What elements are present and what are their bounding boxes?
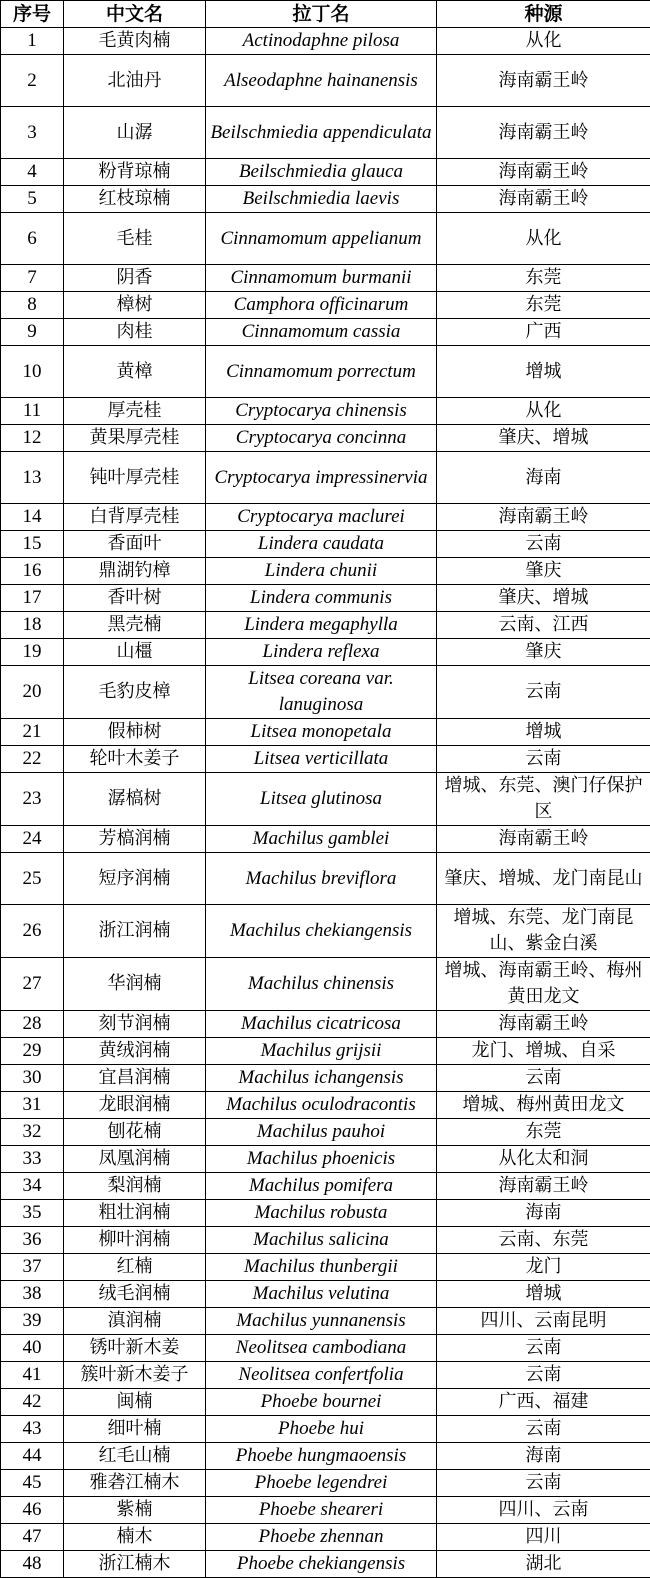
- cell-index: 31: [1, 1092, 64, 1119]
- cell-origin: 四川、云南: [437, 1497, 650, 1524]
- cell-index: 34: [1, 1173, 64, 1200]
- cell-origin: 增城、东莞、澳门仔保护区: [437, 773, 650, 826]
- table-row: [1, 1524, 650, 1551]
- cell-index: 41: [1, 1362, 64, 1389]
- cell-latin-name: Neolitsea cambodiana: [206, 1335, 437, 1362]
- cell-index: 26: [1, 905, 64, 958]
- cell-origin: 广西: [437, 319, 650, 346]
- cell-origin: 肇庆、增城、龙门南昆山: [437, 853, 650, 905]
- table-row: [1, 1389, 650, 1416]
- cell-latin-name: Litsea verticillata: [206, 746, 437, 773]
- table-row: [1, 1362, 650, 1389]
- table-row: [1, 1551, 650, 1578]
- cell-index: 33: [1, 1146, 64, 1173]
- cell-chinese-name: 宜昌润楠: [64, 1065, 206, 1092]
- table-row: [1, 346, 650, 398]
- table-row: [1, 1011, 650, 1038]
- cell-index: 29: [1, 1038, 64, 1065]
- cell-index: 23: [1, 773, 64, 826]
- cell-origin: 海南霸王岭: [437, 504, 650, 531]
- table-row: [1, 666, 650, 719]
- table-row: [1, 452, 650, 504]
- cell-index: 17: [1, 585, 64, 612]
- table-row: [1, 28, 650, 55]
- table-row: [1, 585, 650, 612]
- cell-chinese-name: 滇润楠: [64, 1308, 206, 1335]
- cell-latin-name: Machilus ichangensis: [206, 1065, 437, 1092]
- cell-index: 46: [1, 1497, 64, 1524]
- cell-origin: 从化: [437, 213, 650, 265]
- cell-chinese-name: 鼎湖钓樟: [64, 558, 206, 585]
- cell-latin-name: Machilus thunbergii: [206, 1254, 437, 1281]
- cell-latin-name: Beilschmiedia appendiculata: [206, 107, 437, 159]
- cell-chinese-name: 楠木: [64, 1524, 206, 1551]
- cell-index: 48: [1, 1551, 64, 1578]
- cell-chinese-name: 潺槁树: [64, 773, 206, 826]
- table-row: [1, 1146, 650, 1173]
- table-row: [1, 1092, 650, 1119]
- cell-chinese-name: 黄樟: [64, 346, 206, 398]
- cell-origin: 增城: [437, 346, 650, 398]
- cell-origin: 湖北: [437, 1551, 650, 1578]
- cell-index: 5: [1, 186, 64, 213]
- table-row: [1, 186, 650, 213]
- table-row: [1, 531, 650, 558]
- table-row: [1, 612, 650, 639]
- table-row: [1, 1254, 650, 1281]
- cell-chinese-name: 龙眼润楠: [64, 1092, 206, 1119]
- cell-latin-name: Phoebe bournei: [206, 1389, 437, 1416]
- cell-chinese-name: 毛黄肉楠: [64, 28, 206, 55]
- cell-latin-name: Machilus chinensis: [206, 958, 437, 1011]
- cell-origin: 肇庆: [437, 558, 650, 585]
- table-row: [1, 1497, 650, 1524]
- cell-latin-name: Phoebe legendrei: [206, 1470, 437, 1497]
- cell-origin: 云南: [437, 1335, 650, 1362]
- table-row: [1, 1227, 650, 1254]
- cell-index: 11: [1, 398, 64, 425]
- cell-origin: 龙门、增城、自采: [437, 1038, 650, 1065]
- cell-latin-name: Phoebe zhennan: [206, 1524, 437, 1551]
- cell-latin-name: Cinnamomum appelianum: [206, 213, 437, 265]
- cell-chinese-name: 锈叶新木姜: [64, 1335, 206, 1362]
- cell-latin-name: Beilschmiedia laevis: [206, 186, 437, 213]
- cell-chinese-name: 毛豹皮樟: [64, 666, 206, 719]
- cell-latin-name: Lindera reflexa: [206, 639, 437, 666]
- cell-index: 8: [1, 292, 64, 319]
- table-row: [1, 1065, 650, 1092]
- cell-latin-name: Litsea monopetala: [206, 719, 437, 746]
- cell-chinese-name: 刨花楠: [64, 1119, 206, 1146]
- cell-origin: 海南霸王岭: [437, 186, 650, 213]
- cell-chinese-name: 刻节润楠: [64, 1011, 206, 1038]
- cell-index: 44: [1, 1443, 64, 1470]
- cell-origin: 龙门: [437, 1254, 650, 1281]
- table-row: [1, 1470, 650, 1497]
- cell-latin-name: Machilus phoenicis: [206, 1146, 437, 1173]
- cell-origin: 从化: [437, 28, 650, 55]
- cell-index: 27: [1, 958, 64, 1011]
- table-row: [1, 746, 650, 773]
- cell-index: 14: [1, 504, 64, 531]
- cell-latin-name: Machilus pauhoi: [206, 1119, 437, 1146]
- table-row: [1, 213, 650, 265]
- cell-origin: 海南霸王岭: [437, 826, 650, 853]
- cell-index: 40: [1, 1335, 64, 1362]
- cell-index: 7: [1, 265, 64, 292]
- cell-origin: 云南: [437, 1470, 650, 1497]
- cell-latin-name: Machilus pomifera: [206, 1173, 437, 1200]
- table-row: [1, 1200, 650, 1227]
- cell-latin-name: Litsea coreana var. lanuginosa: [206, 666, 437, 719]
- cell-index: 9: [1, 319, 64, 346]
- table-row: [1, 292, 650, 319]
- cell-index: 37: [1, 1254, 64, 1281]
- cell-chinese-name: 粉背琼楠: [64, 159, 206, 186]
- table-row: [1, 639, 650, 666]
- cell-chinese-name: 雅砻江楠木: [64, 1470, 206, 1497]
- cell-origin: 海南: [437, 1443, 650, 1470]
- cell-origin: 增城: [437, 719, 650, 746]
- cell-chinese-name: 红楠: [64, 1254, 206, 1281]
- cell-origin: 云南: [437, 1416, 650, 1443]
- cell-latin-name: Machilus grijsii: [206, 1038, 437, 1065]
- cell-chinese-name: 红枝琼楠: [64, 186, 206, 213]
- cell-index: 47: [1, 1524, 64, 1551]
- cell-chinese-name: 闽楠: [64, 1389, 206, 1416]
- cell-chinese-name: 粗壮润楠: [64, 1200, 206, 1227]
- cell-origin: 海南霸王岭: [437, 107, 650, 159]
- cell-chinese-name: 白背厚壳桂: [64, 504, 206, 531]
- cell-latin-name: Cinnamomum cassia: [206, 319, 437, 346]
- cell-chinese-name: 短序润楠: [64, 853, 206, 905]
- cell-latin-name: Machilus yunnanensis: [206, 1308, 437, 1335]
- cell-latin-name: Cryptocarya impressinervia: [206, 452, 437, 504]
- cell-origin: 肇庆、增城: [437, 585, 650, 612]
- table-row: [1, 719, 650, 746]
- cell-origin: 广西、福建: [437, 1389, 650, 1416]
- cell-latin-name: Neolitsea confertfolia: [206, 1362, 437, 1389]
- cell-chinese-name: 肉桂: [64, 319, 206, 346]
- cell-origin: 肇庆、增城: [437, 425, 650, 452]
- cell-chinese-name: 芳槁润楠: [64, 826, 206, 853]
- cell-origin: 海南: [437, 1200, 650, 1227]
- cell-origin: 云南: [437, 531, 650, 558]
- cell-index: 3: [1, 107, 64, 159]
- cell-latin-name: Alseodaphne hainanensis: [206, 55, 437, 107]
- cell-origin: 东莞: [437, 1119, 650, 1146]
- cell-index: 15: [1, 531, 64, 558]
- table-body: [1, 28, 650, 1578]
- cell-index: 10: [1, 346, 64, 398]
- table-row: [1, 558, 650, 585]
- cell-origin: 四川、云南昆明: [437, 1308, 650, 1335]
- header-latin-name: 拉丁名: [206, 1, 437, 28]
- cell-latin-name: Cinnamomum burmanii: [206, 265, 437, 292]
- cell-latin-name: Litsea glutinosa: [206, 773, 437, 826]
- cell-chinese-name: 细叶楠: [64, 1416, 206, 1443]
- cell-chinese-name: 黑壳楠: [64, 612, 206, 639]
- cell-index: 43: [1, 1416, 64, 1443]
- cell-origin: 海南: [437, 452, 650, 504]
- table-row: [1, 1281, 650, 1308]
- cell-chinese-name: 香叶树: [64, 585, 206, 612]
- cell-index: 1: [1, 28, 64, 55]
- cell-index: 19: [1, 639, 64, 666]
- cell-latin-name: Machilus gamblei: [206, 826, 437, 853]
- cell-chinese-name: 山潺: [64, 107, 206, 159]
- cell-chinese-name: 北油丹: [64, 55, 206, 107]
- cell-chinese-name: 紫楠: [64, 1497, 206, 1524]
- table-row: [1, 1119, 650, 1146]
- cell-chinese-name: 樟树: [64, 292, 206, 319]
- cell-index: 38: [1, 1281, 64, 1308]
- table-row: [1, 55, 650, 107]
- table-row: [1, 1416, 650, 1443]
- cell-index: 45: [1, 1470, 64, 1497]
- header-row: [1, 1, 650, 28]
- cell-latin-name: Camphora officinarum: [206, 292, 437, 319]
- cell-chinese-name: 梨润楠: [64, 1173, 206, 1200]
- cell-latin-name: Machilus salicina: [206, 1227, 437, 1254]
- cell-chinese-name: 柳叶润楠: [64, 1227, 206, 1254]
- cell-latin-name: Beilschmiedia glauca: [206, 159, 437, 186]
- cell-latin-name: Phoebe sheareri: [206, 1497, 437, 1524]
- cell-origin: 云南、江西: [437, 612, 650, 639]
- table-row: [1, 107, 650, 159]
- cell-index: 21: [1, 719, 64, 746]
- cell-chinese-name: 香面叶: [64, 531, 206, 558]
- cell-chinese-name: 浙江楠木: [64, 1551, 206, 1578]
- cell-origin: 云南: [437, 746, 650, 773]
- cell-latin-name: Machilus chekiangensis: [206, 905, 437, 958]
- cell-index: 20: [1, 666, 64, 719]
- cell-index: 42: [1, 1389, 64, 1416]
- cell-latin-name: Lindera communis: [206, 585, 437, 612]
- cell-latin-name: Lindera megaphylla: [206, 612, 437, 639]
- cell-index: 35: [1, 1200, 64, 1227]
- cell-index: 13: [1, 452, 64, 504]
- cell-origin: 增城: [437, 1281, 650, 1308]
- table-row: [1, 1308, 650, 1335]
- cell-index: 28: [1, 1011, 64, 1038]
- cell-origin: 海南霸王岭: [437, 1173, 650, 1200]
- cell-chinese-name: 轮叶木姜子: [64, 746, 206, 773]
- cell-origin: 肇庆: [437, 639, 650, 666]
- cell-chinese-name: 簇叶新木姜子: [64, 1362, 206, 1389]
- cell-latin-name: Cryptocarya maclurei: [206, 504, 437, 531]
- table-row: [1, 826, 650, 853]
- table-row: [1, 905, 650, 958]
- cell-latin-name: Phoebe hui: [206, 1416, 437, 1443]
- cell-chinese-name: 毛桂: [64, 213, 206, 265]
- cell-index: 30: [1, 1065, 64, 1092]
- cell-latin-name: Machilus oculodracontis: [206, 1092, 437, 1119]
- cell-latin-name: Cinnamomum porrectum: [206, 346, 437, 398]
- cell-origin: 四川: [437, 1524, 650, 1551]
- cell-index: 4: [1, 159, 64, 186]
- cell-chinese-name: 浙江润楠: [64, 905, 206, 958]
- cell-index: 18: [1, 612, 64, 639]
- cell-index: 25: [1, 853, 64, 905]
- cell-latin-name: Machilus robusta: [206, 1200, 437, 1227]
- table-row: [1, 773, 650, 826]
- cell-latin-name: Machilus breviflora: [206, 853, 437, 905]
- cell-origin: 从化: [437, 398, 650, 425]
- table-row: [1, 1173, 650, 1200]
- cell-latin-name: Machilus velutina: [206, 1281, 437, 1308]
- cell-origin: 云南: [437, 1065, 650, 1092]
- cell-chinese-name: 黄果厚壳桂: [64, 425, 206, 452]
- cell-origin: 云南: [437, 1362, 650, 1389]
- cell-index: 22: [1, 746, 64, 773]
- table-row: [1, 853, 650, 905]
- cell-index: 24: [1, 826, 64, 853]
- cell-chinese-name: 厚壳桂: [64, 398, 206, 425]
- cell-chinese-name: 阴香: [64, 265, 206, 292]
- cell-chinese-name: 钝叶厚壳桂: [64, 452, 206, 504]
- cell-chinese-name: 华润楠: [64, 958, 206, 1011]
- cell-chinese-name: 红毛山楠: [64, 1443, 206, 1470]
- table-row: [1, 958, 650, 1011]
- cell-origin: 东莞: [437, 265, 650, 292]
- table-row: [1, 159, 650, 186]
- cell-latin-name: Machilus cicatricosa: [206, 1011, 437, 1038]
- table-row: [1, 1443, 650, 1470]
- cell-origin: 东莞: [437, 292, 650, 319]
- cell-chinese-name: 假柿树: [64, 719, 206, 746]
- cell-origin: 云南: [437, 666, 650, 719]
- table-row: [1, 1038, 650, 1065]
- table-row: [1, 319, 650, 346]
- cell-index: 36: [1, 1227, 64, 1254]
- cell-origin: 增城、梅州黄田龙文: [437, 1092, 650, 1119]
- cell-latin-name: Phoebe chekiangensis: [206, 1551, 437, 1578]
- cell-chinese-name: 黄绒润楠: [64, 1038, 206, 1065]
- table-row: [1, 398, 650, 425]
- cell-origin: 海南霸王岭: [437, 1011, 650, 1038]
- cell-origin: 云南、东莞: [437, 1227, 650, 1254]
- cell-index: 16: [1, 558, 64, 585]
- cell-origin: 海南霸王岭: [437, 55, 650, 107]
- header-index: 序号: [1, 1, 64, 28]
- cell-latin-name: Actinodaphne pilosa: [206, 28, 437, 55]
- cell-origin: 增城、海南霸王岭、梅州黄田龙文: [437, 958, 650, 1011]
- cell-origin: 从化太和洞: [437, 1146, 650, 1173]
- cell-origin: 增城、东莞、龙门南昆山、紫金白溪: [437, 905, 650, 958]
- cell-index: 12: [1, 425, 64, 452]
- table-row: [1, 425, 650, 452]
- cell-latin-name: Phoebe hungmaoensis: [206, 1443, 437, 1470]
- cell-index: 39: [1, 1308, 64, 1335]
- cell-chinese-name: 山橿: [64, 639, 206, 666]
- cell-latin-name: Cryptocarya concinna: [206, 425, 437, 452]
- cell-index: 6: [1, 213, 64, 265]
- cell-index: 32: [1, 1119, 64, 1146]
- cell-index: 2: [1, 55, 64, 107]
- header-chinese-name: 中文名: [64, 1, 206, 28]
- cell-latin-name: Lindera chunii: [206, 558, 437, 585]
- table-row: [1, 504, 650, 531]
- cell-chinese-name: 凤凰润楠: [64, 1146, 206, 1173]
- cell-chinese-name: 绒毛润楠: [64, 1281, 206, 1308]
- cell-latin-name: Cryptocarya chinensis: [206, 398, 437, 425]
- cell-latin-name: Lindera caudata: [206, 531, 437, 558]
- table-row: [1, 265, 650, 292]
- header-origin: 种源: [437, 1, 650, 28]
- cell-origin: 海南霸王岭: [437, 159, 650, 186]
- table-row: [1, 1335, 650, 1362]
